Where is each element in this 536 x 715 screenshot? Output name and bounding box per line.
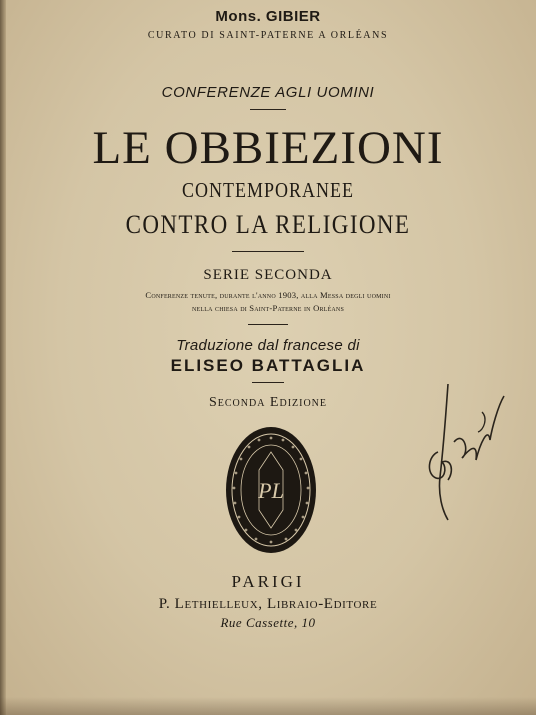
seal-monogram: PL [258,478,284,503]
divider-note [248,324,288,325]
publisher-name: P. Lethielleux, Libraio-Editore [158,596,378,612]
divider-short [250,109,286,110]
subtitle-line-2: CONTRO LA RELIGIONE [125,210,411,239]
main-title: LE OBBIEZIONI [92,122,444,174]
edition-label: Seconda Edizione [208,395,328,410]
divider-translator [252,382,284,383]
series-label: SERIE SECONDA [203,267,333,283]
author-name: Mons. GIBIER [215,8,321,25]
conference-note-line-2: nella chiesa di Saint-Paterne in Orléans [191,303,345,313]
divider-title [232,251,304,252]
translation-note: Traduzione dal francese di [176,337,360,354]
publisher-seal-icon [225,426,317,554]
publisher-address: Rue Cassette, 10 [220,615,316,630]
conference-note-line-1: Conferenze tenute, durante l'anno 1903, alla Messa degli uomini [145,290,391,300]
author-role: CURATO DI SAINT-PATERNE A ORLÉANS [147,30,389,41]
publication-city: PARIGI [231,572,305,591]
subtitle-line-1: CONTEMPORANEE [181,178,354,202]
page-bottom-shadow [0,697,536,715]
handwritten-signature-icon [418,382,508,522]
series-heading: CONFERENZE AGLI UOMINI [161,84,375,101]
translator-name: ELISEO BATTAGLIA [170,356,366,375]
